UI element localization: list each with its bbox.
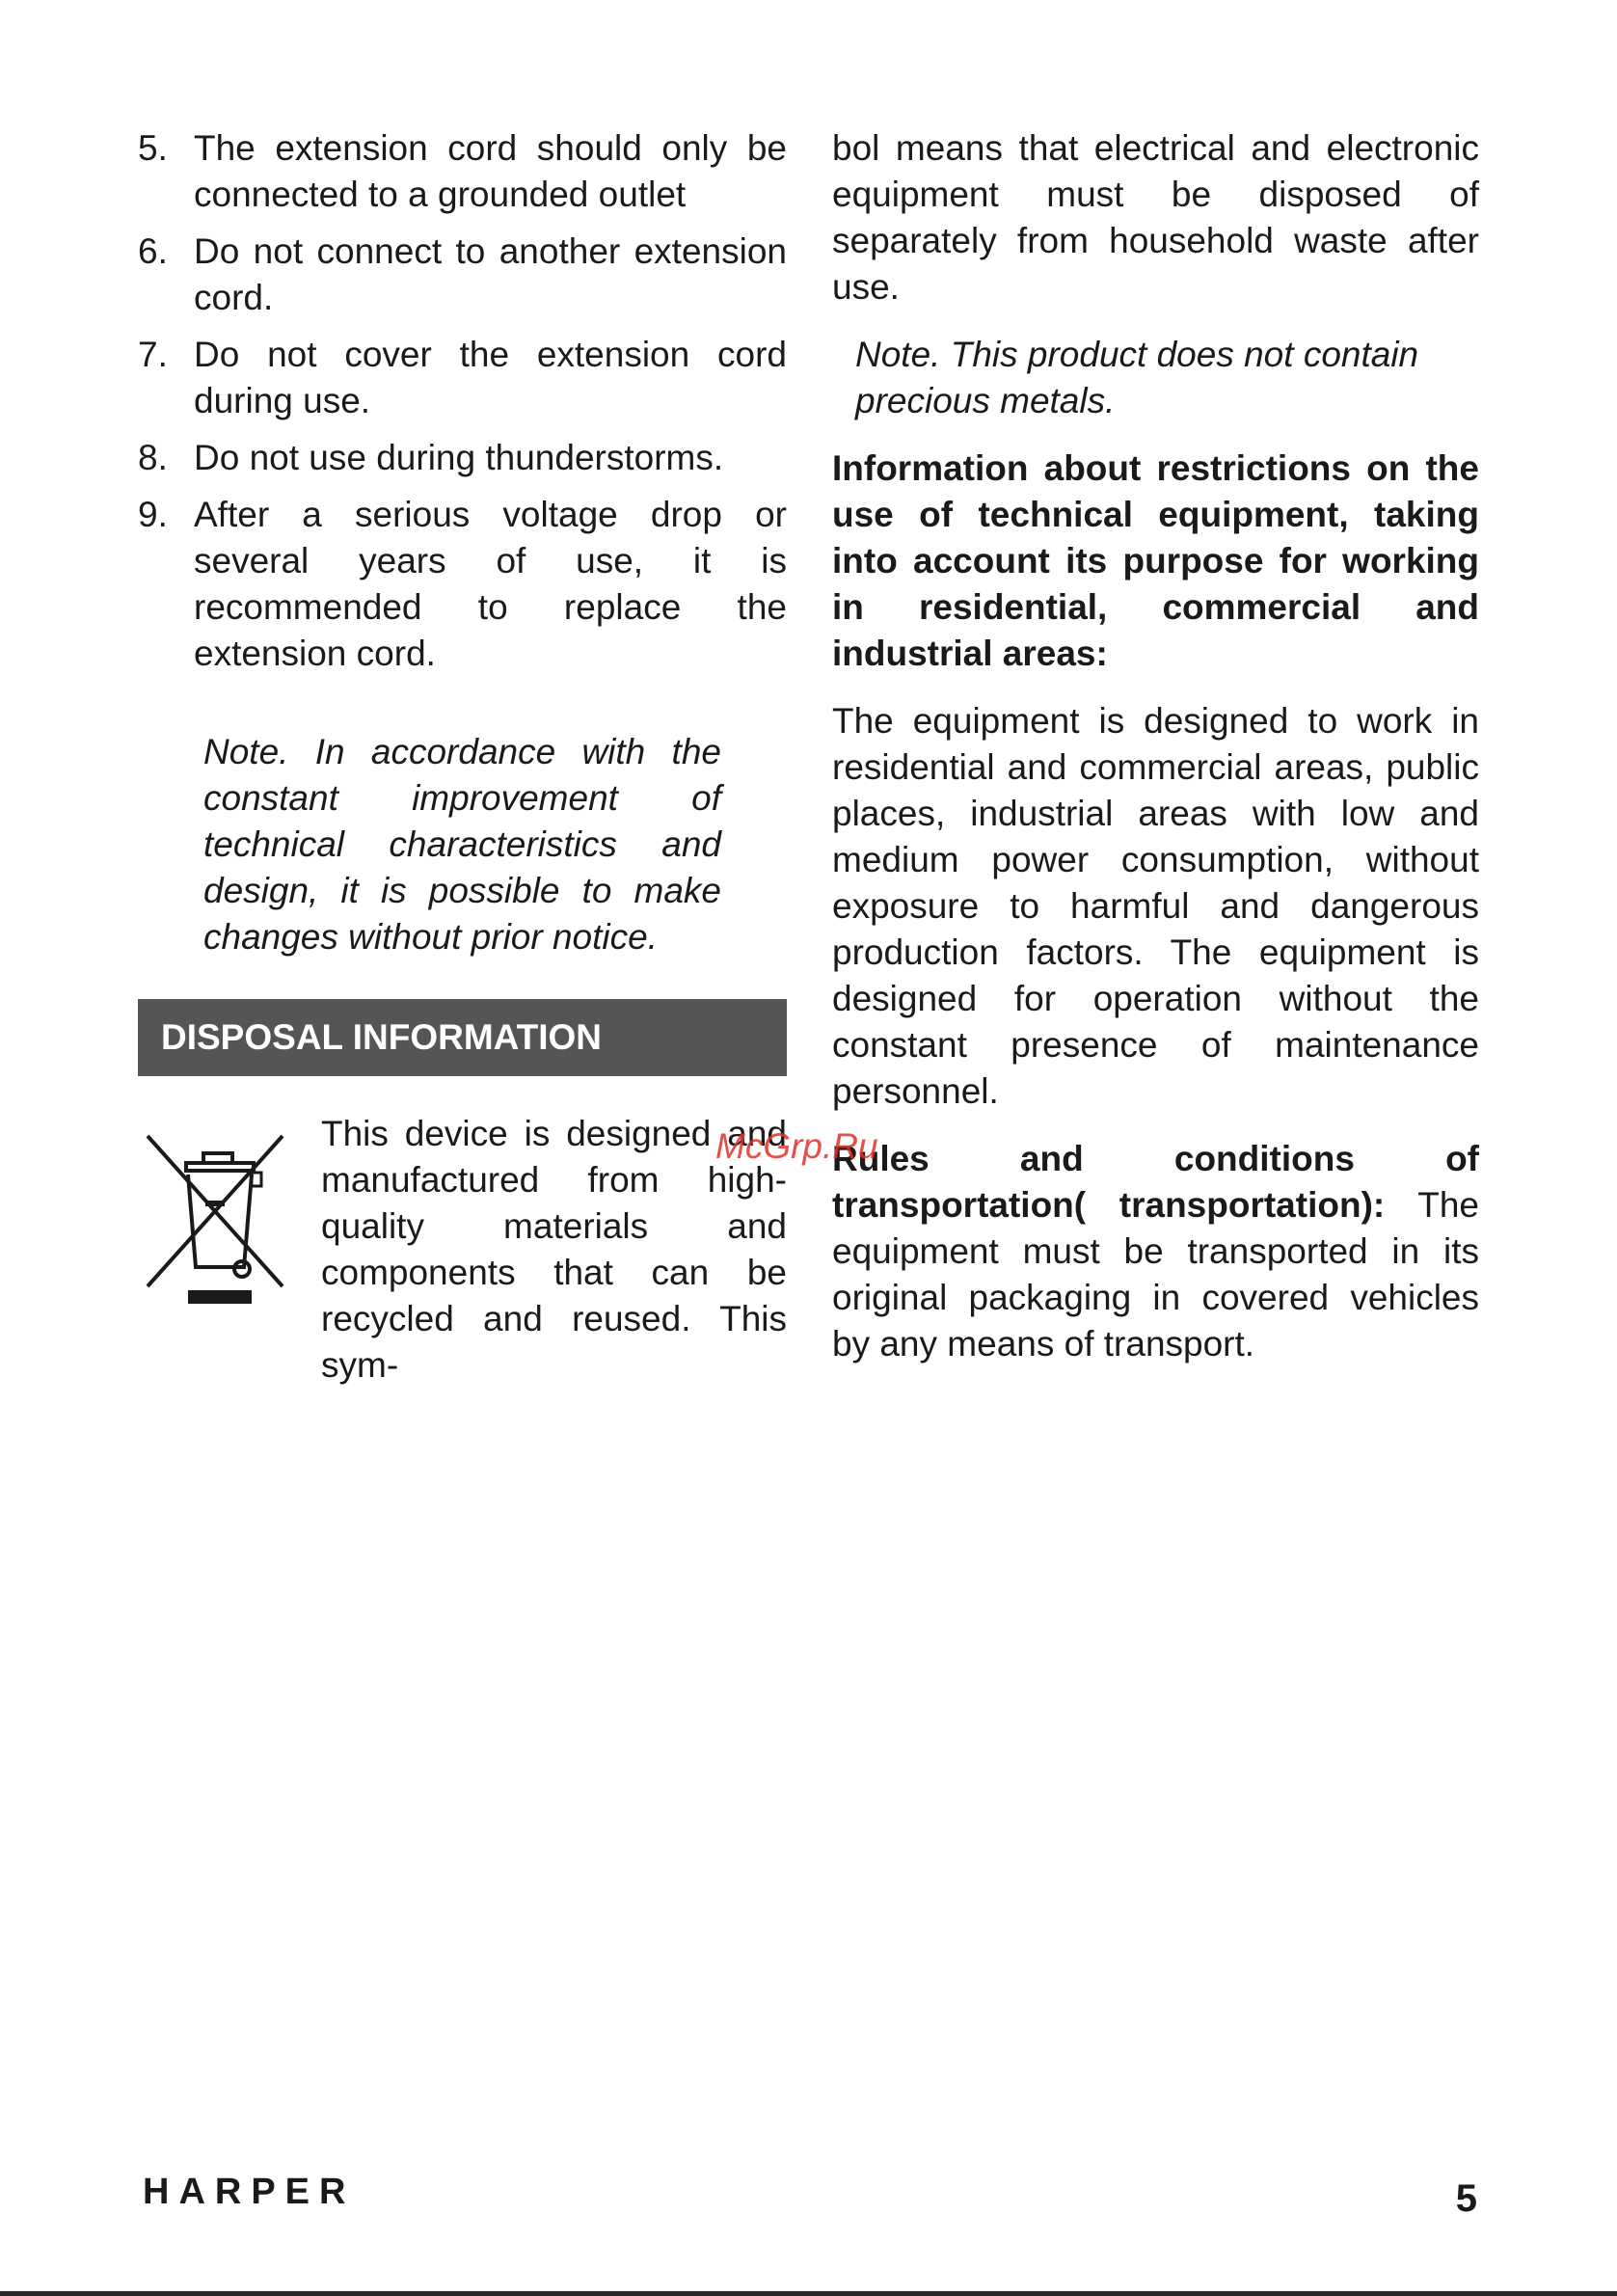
note-precious-metals: Note. This product does not contain precious metals. xyxy=(855,335,1419,420)
disposal-heading: DISPOSAL INFORMATION xyxy=(138,999,787,1076)
crossed-out-wheelie-bin-icon xyxy=(138,1111,321,1389)
transport-text: The equipment must be transported in its original packaging in covered vehicles by any means of transport. xyxy=(832,1185,1479,1364)
left-column xyxy=(138,125,787,1389)
disposal-text: This device is designed and manufactured from high-quality materials and components that can be recycled and reused. This sym- xyxy=(321,1114,787,1385)
list-item: 5. The extension cord should only be connected to a grounded outlet xyxy=(138,128,787,214)
list-item: 9. After a serious voltage drop or several years of use, it is recommended to replace the extension cord. xyxy=(138,495,787,673)
restrictions-text: The equipment is designed to work in residential and commercial areas, public places, industrial areas with low and medium power consumption, without exposure to harmful and dangerous production factors. The equipment is designed for operation without the constant presence of maintenance personnel. xyxy=(832,701,1479,1111)
right-column xyxy=(832,125,1479,1367)
transport-paragraph xyxy=(832,1136,1479,1367)
disposal-text-continued: bol means that electrical and electronic equipment must be disposed of separately from household waste after use. xyxy=(832,128,1479,307)
page-number: 5 xyxy=(1455,2177,1477,2220)
transport-heading: Rules and conditions of transportation( transportation): xyxy=(832,1139,1479,1225)
brand-logo: HARPER xyxy=(143,2172,356,2212)
bottom-divider xyxy=(0,2291,1617,2296)
list-item: 6. Do not connect to another extension cord. xyxy=(138,231,787,317)
note-improvement: Note. In accordance with the constant improvement of technical characteristics and design, it is possible to make changes without prior notice. xyxy=(203,732,721,957)
watermark: McGrp.Ru xyxy=(715,1126,878,1166)
list-item: 8. Do not use during thunderstorms. xyxy=(138,438,724,477)
restrictions-heading: Information about restrictions on the use of technical equipment, taking into account its purpose for working in residential, commercial and industrial areas: xyxy=(832,448,1479,673)
list-item: 7. Do not cover the extension cord during use. xyxy=(138,335,787,420)
disposal-block xyxy=(138,1111,787,1389)
instruction-list xyxy=(138,125,787,677)
